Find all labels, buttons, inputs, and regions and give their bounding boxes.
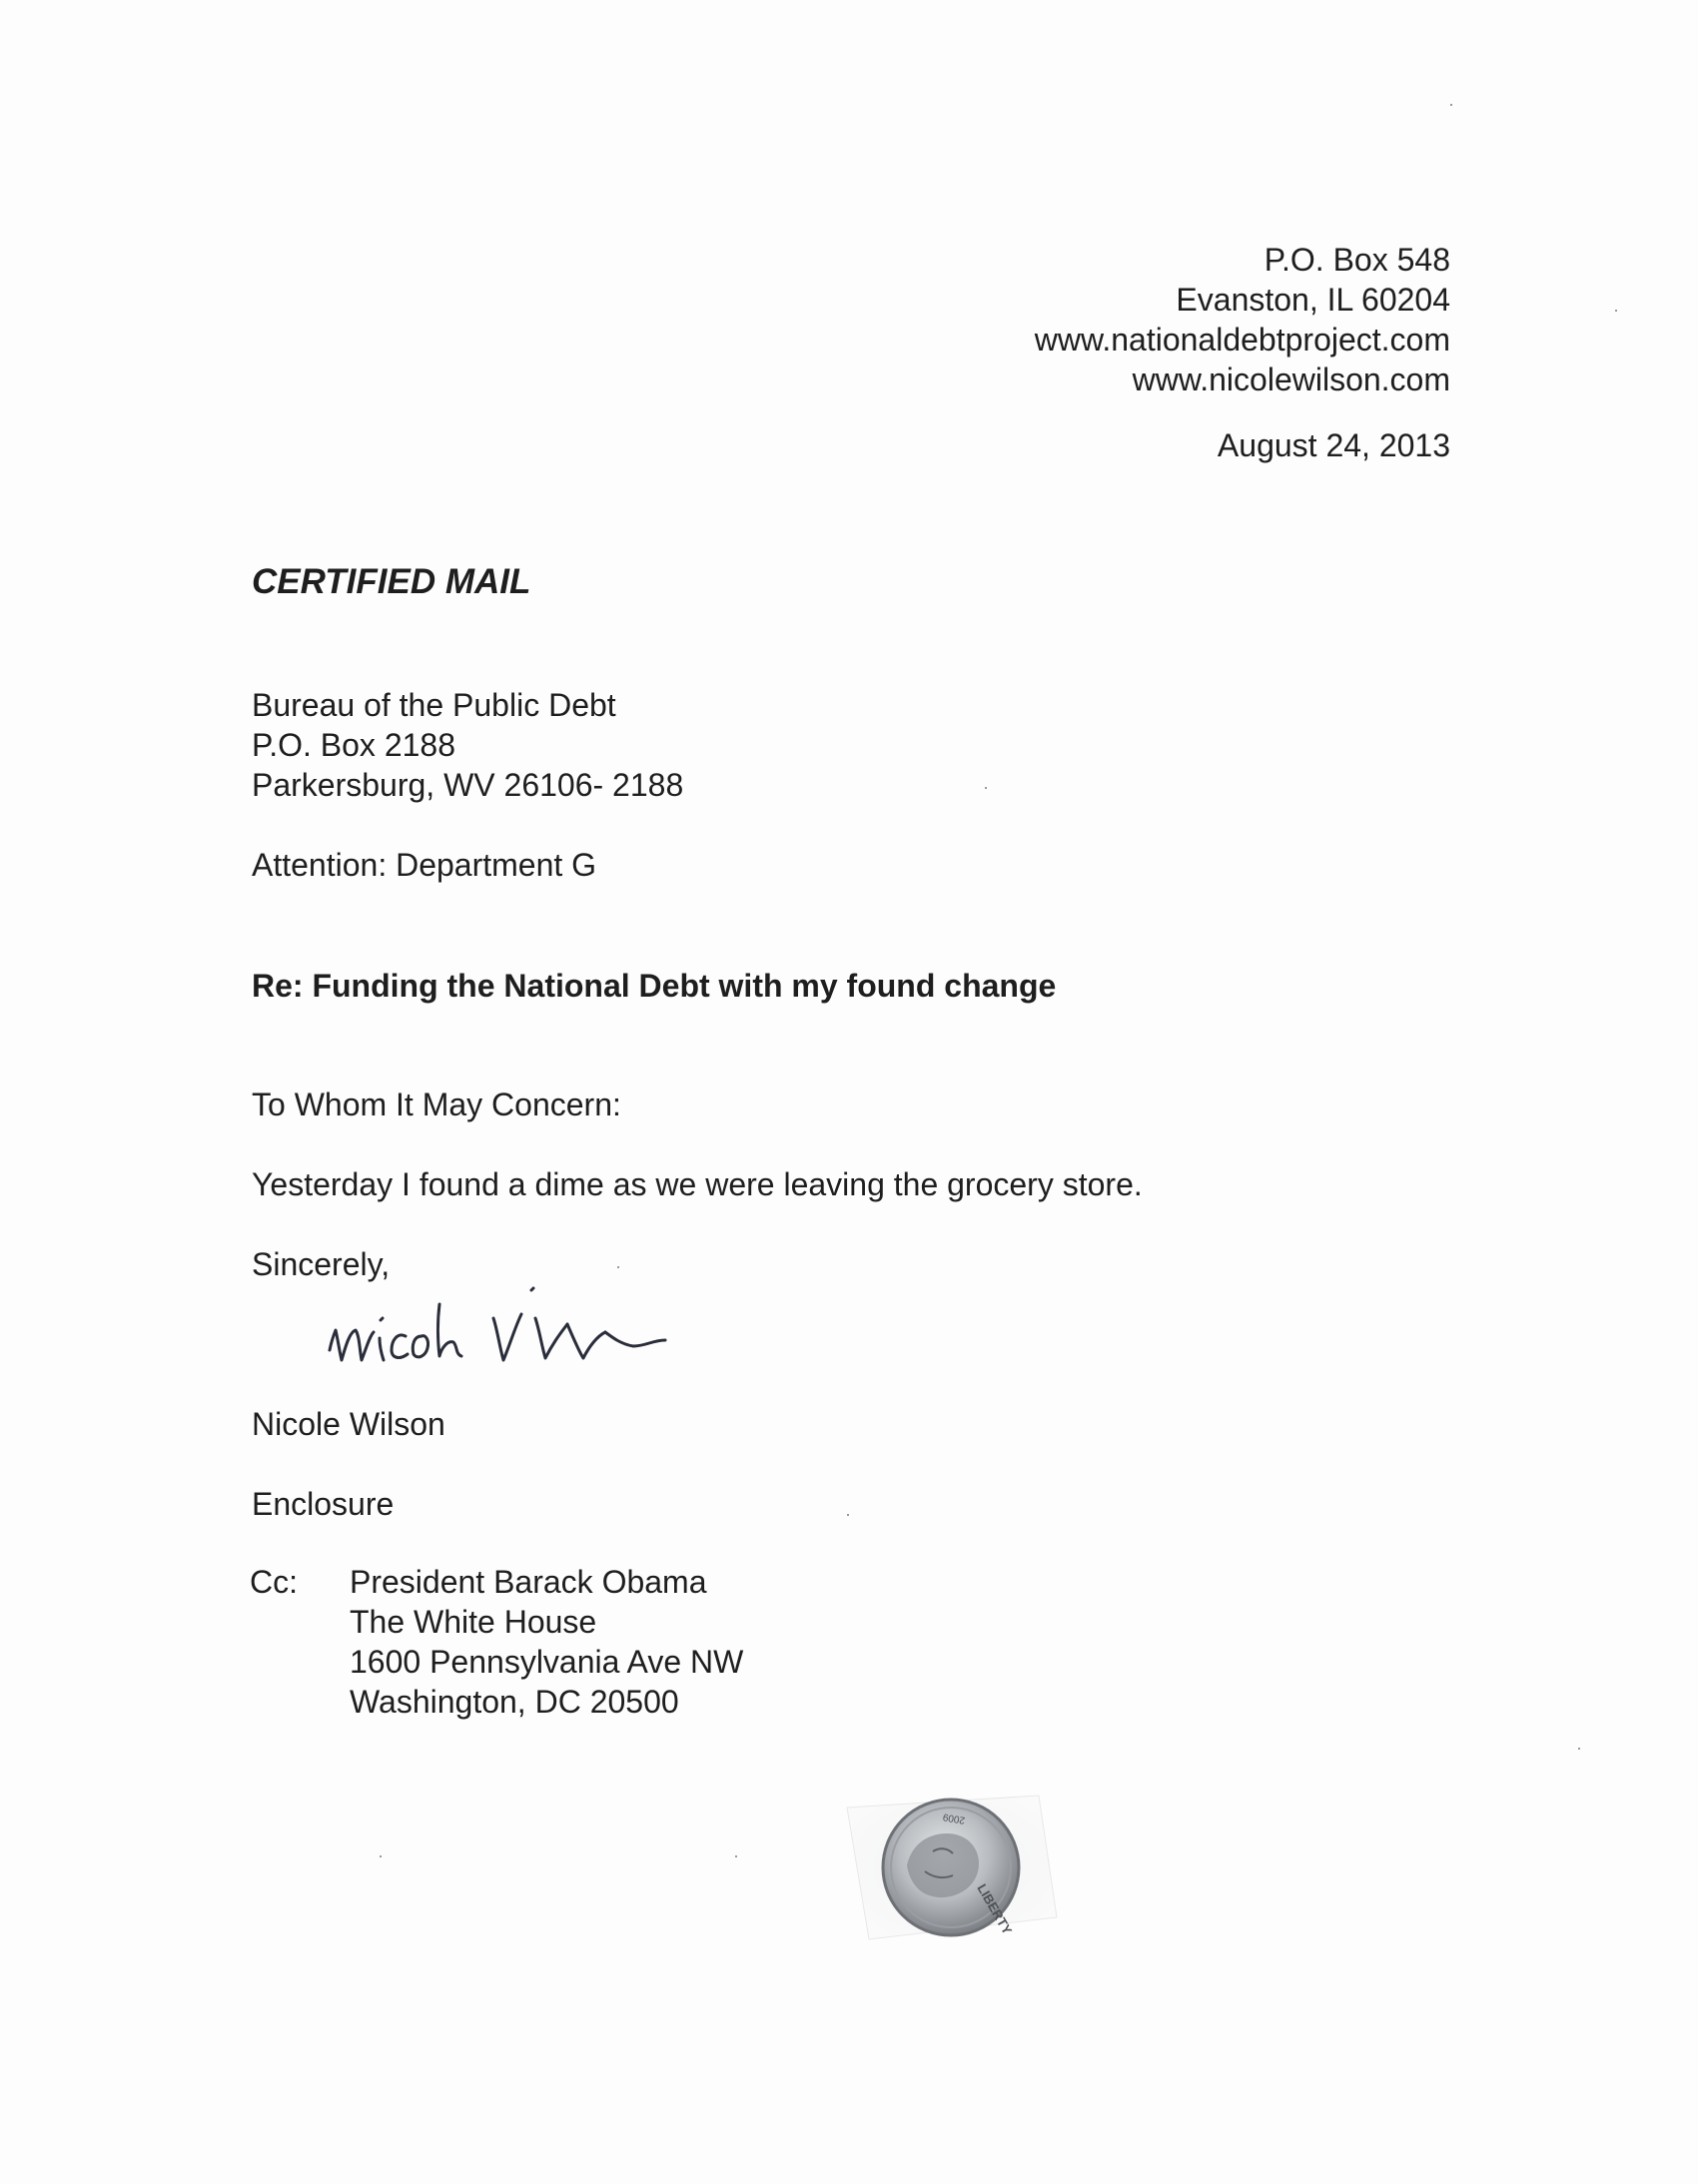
cc-label: Cc: [250, 1564, 298, 1600]
coin-inscription-year: 2009 [942, 1811, 967, 1826]
scan-speck [380, 1855, 382, 1857]
subject-line: Re: Funding the National Debt with my found change [252, 968, 1057, 1004]
coin-inscription-liberty: LIBERTY [974, 1881, 1016, 1937]
scan-speck [1578, 1748, 1580, 1750]
letter-date: August 24, 2013 [1217, 427, 1450, 463]
salutation: To Whom It May Concern: [252, 1087, 621, 1122]
sender-address-line-1: P.O. Box 548 [1264, 242, 1450, 278]
scan-speck [1615, 310, 1617, 312]
enclosure-label: Enclosure [252, 1486, 395, 1522]
scan-speck [735, 1855, 737, 1857]
dime-coin-image [829, 1768, 1069, 1977]
cc-line-1: President Barack Obama [350, 1564, 707, 1600]
recipient-line-2: P.O. Box 2188 [252, 727, 455, 763]
handwritten-signature [322, 1280, 741, 1380]
scan-speck [847, 1514, 849, 1516]
recipient-line-1: Bureau of the Public Debt [252, 687, 616, 723]
scan-speck [1450, 104, 1452, 106]
signer-name: Nicole Wilson [252, 1406, 445, 1442]
scan-speck [985, 787, 987, 789]
closing: Sincerely, [252, 1246, 391, 1282]
body-paragraph: Yesterday I found a dime as we were leaving the grocery store. [252, 1166, 1143, 1202]
recipient-address-block [252, 685, 683, 885]
cc-line-2: The White House [350, 1604, 597, 1640]
signer-block [252, 1404, 445, 1524]
letter-body [252, 1085, 1143, 1284]
cc-line-4: Washington, DC 20500 [350, 1684, 679, 1720]
sender-website-1: www.nationaldebtproject.com [1034, 322, 1450, 358]
cc-line-3: 1600 Pennsylvania Ave NW [350, 1644, 744, 1680]
scan-speck [617, 1266, 619, 1268]
attention-line: Attention: Department G [252, 847, 597, 883]
sender-address-line-2: Evanston, IL 60204 [1176, 282, 1450, 318]
certified-mail-heading: CERTIFIED MAIL [252, 562, 531, 601]
recipient-line-3: Parkersburg, WV 26106- 2188 [252, 767, 684, 803]
cc-address-block [350, 1562, 743, 1722]
sender-address-block [751, 240, 1450, 465]
sender-website-2: www.nicolewilson.com [1132, 362, 1450, 397]
